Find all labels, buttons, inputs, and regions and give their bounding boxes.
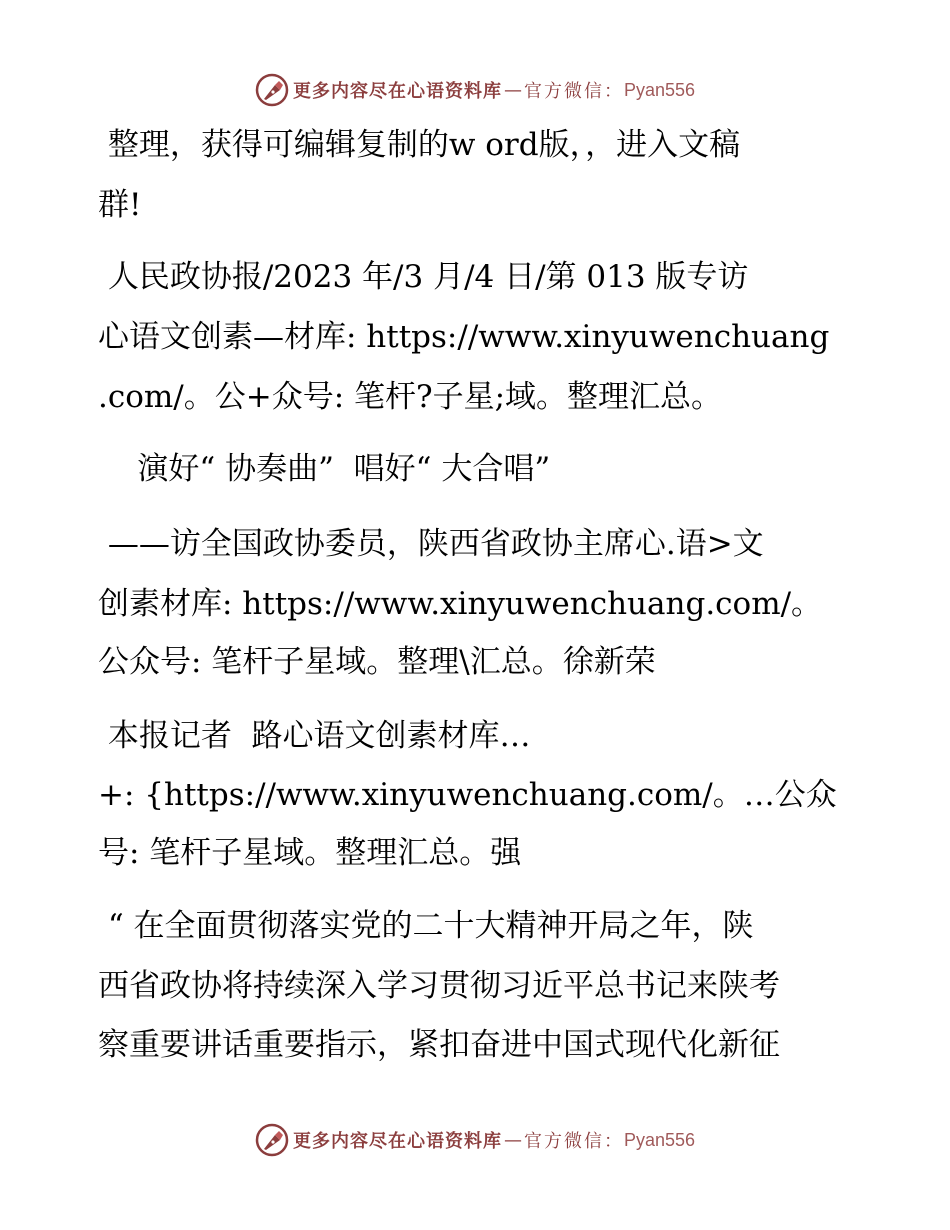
text-line: 心语文创素—材库: https://www.xinyuwenchuang xyxy=(98,319,830,355)
text-line: 本报记者 路心语文创素材库… xyxy=(98,718,531,754)
banner-wechat-id: Pyan556 xyxy=(623,79,696,100)
banner-official-label: 官方微信： xyxy=(523,81,624,102)
text-line: “ 在全面贯彻落实党的二十大精神开局之年，陕 xyxy=(98,908,754,944)
text-line: 群! xyxy=(98,187,142,223)
footer-banner xyxy=(0,1120,950,1160)
banner-dash: — xyxy=(503,1129,522,1151)
banner-wechat-id: Pyan556 xyxy=(623,1129,696,1150)
banner-dash: — xyxy=(503,79,522,101)
pen-nib-logo-icon xyxy=(255,73,289,107)
pen-nib-logo-icon xyxy=(255,1123,289,1157)
text-line: 创素材库: https://www.xinyuwenchuang.com/。 xyxy=(98,586,823,622)
banner-official-label: 官方微信： xyxy=(523,1131,624,1152)
text-line: 人民政协报/2023 年/3 月/4 日/第 013 版专访 xyxy=(98,259,749,295)
text-line: 整理，获得可编辑复制的w ord版，，进入文稿 xyxy=(98,127,741,163)
text-line: 公众号: 笔杆子星域。整理\汇总。徐新荣 xyxy=(98,644,656,680)
header-banner xyxy=(0,70,950,110)
text-line: +: {https://www.xinyuwenchuang.com/。…公众 xyxy=(98,777,837,813)
banner-brand-text: 更多内容尽在心语资料库 xyxy=(292,1131,502,1152)
text-line: ——访全国政协委员，陕西省政协主席心.语>文 xyxy=(98,526,764,562)
article-headline: 演好“ 协奏曲” 唱好“ 大合唱” xyxy=(98,451,551,487)
text-line: .com/。公+众号: 笔杆?子星;域。整理汇总。 xyxy=(98,379,723,415)
banner-brand-text: 更多内容尽在心语资料库 xyxy=(292,81,502,102)
text-line: 察重要讲话重要指示，紧扣奋进中国式现代化新征 xyxy=(98,1027,780,1063)
text-line: 号: 笔杆子星域。整理汇总。强 xyxy=(98,835,522,871)
text-line: 西省政协将持续深入学习贯彻习近平总书记来陕考 xyxy=(98,968,780,1004)
